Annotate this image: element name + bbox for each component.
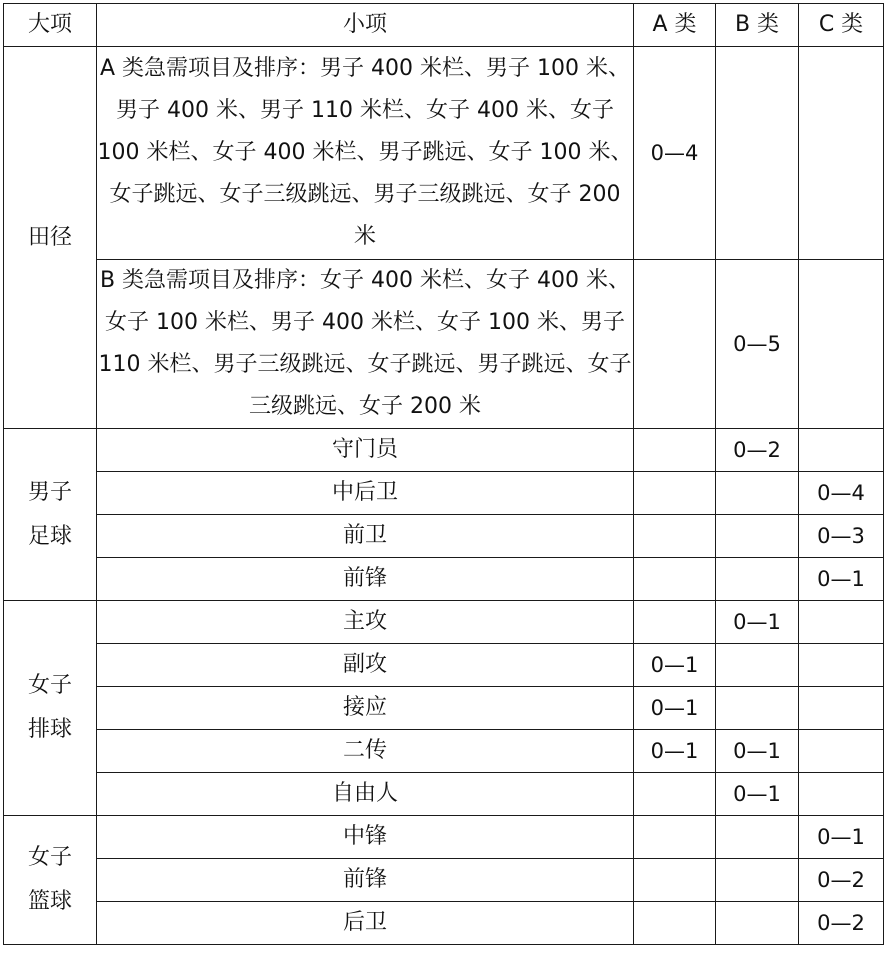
- table-row: [4, 47, 884, 260]
- table-row: [4, 260, 884, 429]
- header-class-a: A 类: [634, 4, 716, 47]
- class-a-cell: [634, 429, 716, 472]
- table-row: [4, 687, 884, 730]
- class-b-cell: [716, 515, 799, 558]
- class-c-cell: [799, 644, 884, 687]
- item-cell: 前锋: [97, 558, 634, 601]
- item-cell: 中后卫: [97, 472, 634, 515]
- class-a-cell: [634, 558, 716, 601]
- header-class-b: B 类: [716, 4, 799, 47]
- class-b-cell: [716, 902, 799, 945]
- item-cell: 副攻: [97, 644, 634, 687]
- class-b-cell: [716, 644, 799, 687]
- class-c-cell: [799, 260, 884, 429]
- class-c-cell: 0—1: [799, 558, 884, 601]
- class-c-cell: 0—3: [799, 515, 884, 558]
- group-womens-basketball: 女子 篮球: [4, 816, 97, 945]
- class-b-cell: 0—1: [716, 601, 799, 644]
- class-a-cell: [634, 472, 716, 515]
- class-a-cell: [634, 902, 716, 945]
- class-c-cell: [799, 730, 884, 773]
- class-b-cell: 0—1: [716, 773, 799, 816]
- item-cell: 后卫: [97, 902, 634, 945]
- item-cell: 二传: [97, 730, 634, 773]
- header-class-c: C 类: [799, 4, 884, 47]
- class-c-cell: 0—2: [799, 902, 884, 945]
- class-a-cell: 0—1: [634, 644, 716, 687]
- class-c-cell: [799, 773, 884, 816]
- class-b-cell: [716, 472, 799, 515]
- class-b-cell: 0—2: [716, 429, 799, 472]
- class-a-cell: [634, 773, 716, 816]
- class-b-cell: 0—5: [716, 260, 799, 429]
- class-b-cell: [716, 47, 799, 260]
- class-b-cell: [716, 859, 799, 902]
- class-c-cell: [799, 429, 884, 472]
- class-c-cell: [799, 47, 884, 260]
- table-row: [4, 773, 884, 816]
- item-cell: 自由人: [97, 773, 634, 816]
- class-b-cell: [716, 558, 799, 601]
- table-row: [4, 515, 884, 558]
- item-cell: A 类急需项目及排序：男子 400 米栏、男子 100 米、男子 400 米、男子 110 米栏、女子 400 米、女子 100 米栏、女子 400 米栏、男子跳远、女子 100 米、女子跳远、女子三级跳远、男子三级跳远、女子 200 米: [97, 47, 634, 260]
- table-row: [4, 730, 884, 773]
- group-mens-football: 男子 足球: [4, 429, 97, 601]
- item-cell: 中锋: [97, 816, 634, 859]
- class-a-cell: 0—1: [634, 730, 716, 773]
- class-c-cell: [799, 601, 884, 644]
- item-cell: 前卫: [97, 515, 634, 558]
- class-a-cell: 0—1: [634, 687, 716, 730]
- table-row: [4, 902, 884, 945]
- class-a-cell: 0—4: [634, 47, 716, 260]
- class-c-cell: 0—2: [799, 859, 884, 902]
- table-row: [4, 472, 884, 515]
- table-row: [4, 816, 884, 859]
- item-cell: 主攻: [97, 601, 634, 644]
- item-cell: B 类急需项目及排序：女子 400 米栏、女子 400 米、女子 100 米栏、男子 400 米栏、女子 100 米、男子 110 米栏、男子三级跳远、女子跳远、男子跳远、女子三级跳远、女子 200 米: [97, 260, 634, 429]
- class-a-cell: [634, 260, 716, 429]
- header-category: 大项: [4, 4, 97, 47]
- group-womens-volleyball: 女子 排球: [4, 601, 97, 816]
- header-subitem: 小项: [97, 4, 634, 47]
- class-c-cell: 0—1: [799, 816, 884, 859]
- table-row: [4, 429, 884, 472]
- group-athletics: 田径: [4, 47, 97, 429]
- table-row: [4, 558, 884, 601]
- table-row: [4, 644, 884, 687]
- table-row: [4, 859, 884, 902]
- class-c-cell: 0—4: [799, 472, 884, 515]
- item-cell: 前锋: [97, 859, 634, 902]
- class-a-cell: [634, 859, 716, 902]
- item-cell: 守门员: [97, 429, 634, 472]
- class-a-cell: [634, 515, 716, 558]
- class-b-cell: [716, 687, 799, 730]
- class-b-cell: 0—1: [716, 730, 799, 773]
- class-a-cell: [634, 816, 716, 859]
- class-a-cell: [634, 601, 716, 644]
- class-c-cell: [799, 687, 884, 730]
- table-row: [4, 601, 884, 644]
- recruitment-table: [3, 3, 884, 945]
- item-cell: 接应: [97, 687, 634, 730]
- header-row: [4, 4, 884, 47]
- class-b-cell: [716, 816, 799, 859]
